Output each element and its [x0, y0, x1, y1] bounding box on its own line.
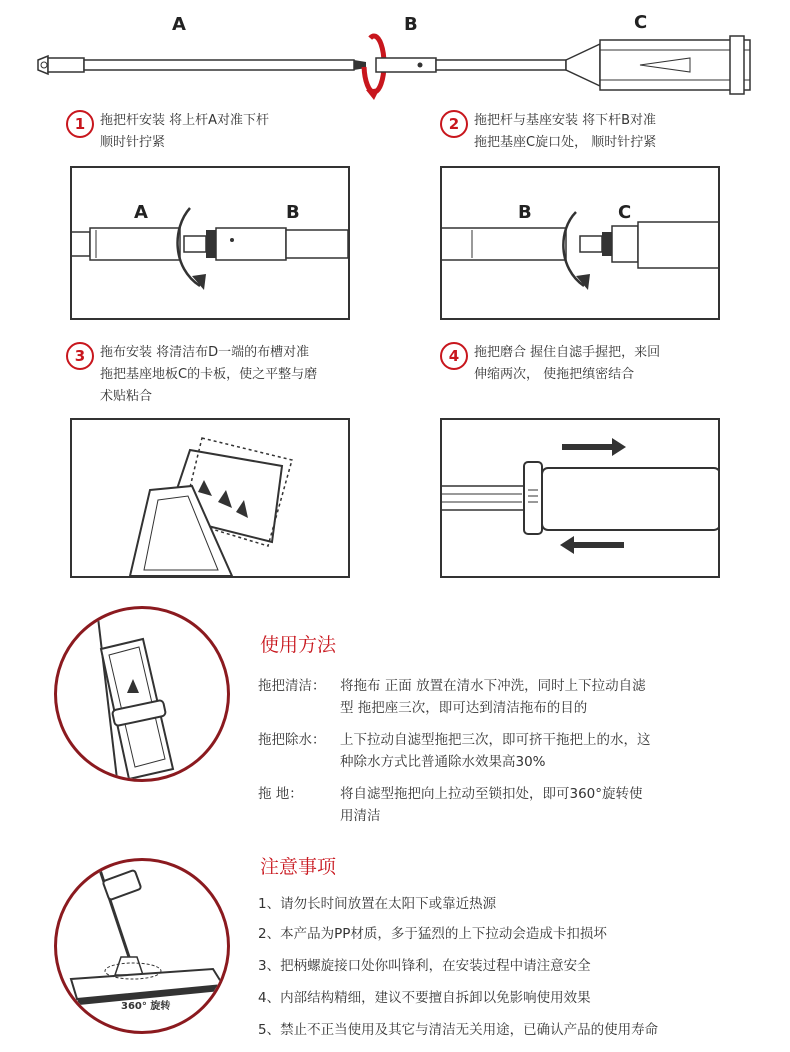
- step-1-line-1: 拖把杆安装 将上杆A对准下杆: [100, 113, 270, 128]
- step-4-panel: [440, 418, 720, 578]
- step-4-line-2: 伸缩两次， 使拖把缜密结合: [474, 367, 635, 382]
- step-number-3: 3: [66, 342, 94, 370]
- step-1-panel: [70, 166, 350, 320]
- usage-illustration: [54, 606, 230, 782]
- step-4-text: [474, 342, 660, 386]
- usage-item-dewater-line-2: 种除水方式比普通除水效果高30%: [340, 754, 546, 770]
- step-1-line-2: 顺时针拧紧: [100, 135, 166, 150]
- usage-item-mop-line-1: 将自滤型拖把向上拉动至锁扣处，即可360°旋转使: [340, 786, 643, 802]
- usage-item-clean-line-2: 型 拖把座三次，即可达到清洁拖布的目的: [340, 700, 588, 716]
- part-label-a: A: [172, 14, 186, 35]
- step-4-line-1: 拖把磨合 握住自滤手握把，来回: [474, 345, 661, 360]
- step-3-line-1: 拖布安装 将清洁布D一端的布槽对准: [100, 345, 310, 360]
- notes-title: 注意事项: [260, 856, 337, 878]
- step-2-panel: [440, 166, 720, 320]
- note-item-4: 4、内部结构精细，建议不要擅自拆卸以免影响使用效果: [258, 990, 591, 1006]
- assembly-diagram: [0, 0, 790, 110]
- usage-item-dewater-line-1: 上下拉动自滤型拖把三次，即可挤干拖把上的水，这: [340, 732, 651, 748]
- step-3-line-3: 术贴粘合: [100, 389, 153, 404]
- note-item-5: 5、禁止不正当使用及其它与清洁无关用途，已确认产品的使用寿命: [258, 1022, 659, 1038]
- usage-title: 使用方法: [260, 634, 337, 656]
- step-1-text: [100, 110, 269, 154]
- step-number-1: 1: [66, 110, 94, 138]
- mop-pole-drawing: [0, 0, 790, 110]
- step-3-panel: [70, 418, 350, 578]
- panel-2-label-c: C: [618, 202, 632, 223]
- step-number-4: 4: [440, 342, 468, 370]
- usage-item-mop-label: 拖 地：: [258, 786, 303, 802]
- usage-item-clean-line-1: 将拖布 正面 放置在清水下冲洗，同时上下拉动自滤: [340, 678, 646, 694]
- note-item-1: 1、请勿长时间放置在太阳下或靠近热源: [258, 896, 497, 912]
- panel-2-label-b: B: [518, 202, 532, 223]
- panel-1-label-b: B: [286, 202, 300, 223]
- step-number-2: 2: [440, 110, 468, 138]
- step-2-text: [474, 110, 656, 154]
- usage-item-clean-label: 拖把清洁：: [258, 678, 326, 694]
- part-label-c: C: [634, 12, 648, 33]
- rotation-illustration: [54, 858, 230, 1034]
- panel-1-label-a: A: [134, 202, 148, 223]
- usage-item-dewater-label: 拖把除水：: [258, 732, 326, 748]
- step-3-text: [100, 342, 317, 408]
- part-label-b: B: [404, 14, 418, 35]
- rotation-label: 360° 旋转: [121, 1001, 171, 1012]
- note-item-3: 3、把柄螺旋接口处你叫锋利，在安装过程中请注意安全: [258, 958, 591, 974]
- step-2-line-1: 拖把杆与基座安装 将下杆B对准: [474, 113, 657, 128]
- step-2-line-2: 拖把基座C旋口处， 顺时针拧紧: [474, 135, 657, 150]
- step-3-line-2: 拖把基座地板C的卡板，使之平整与磨: [100, 367, 318, 382]
- usage-item-mop-line-2: 用清洁: [340, 808, 381, 824]
- note-item-2: 2、本产品为PP材质，多于猛烈的上下拉动会造成卡扣损坏: [258, 926, 607, 942]
